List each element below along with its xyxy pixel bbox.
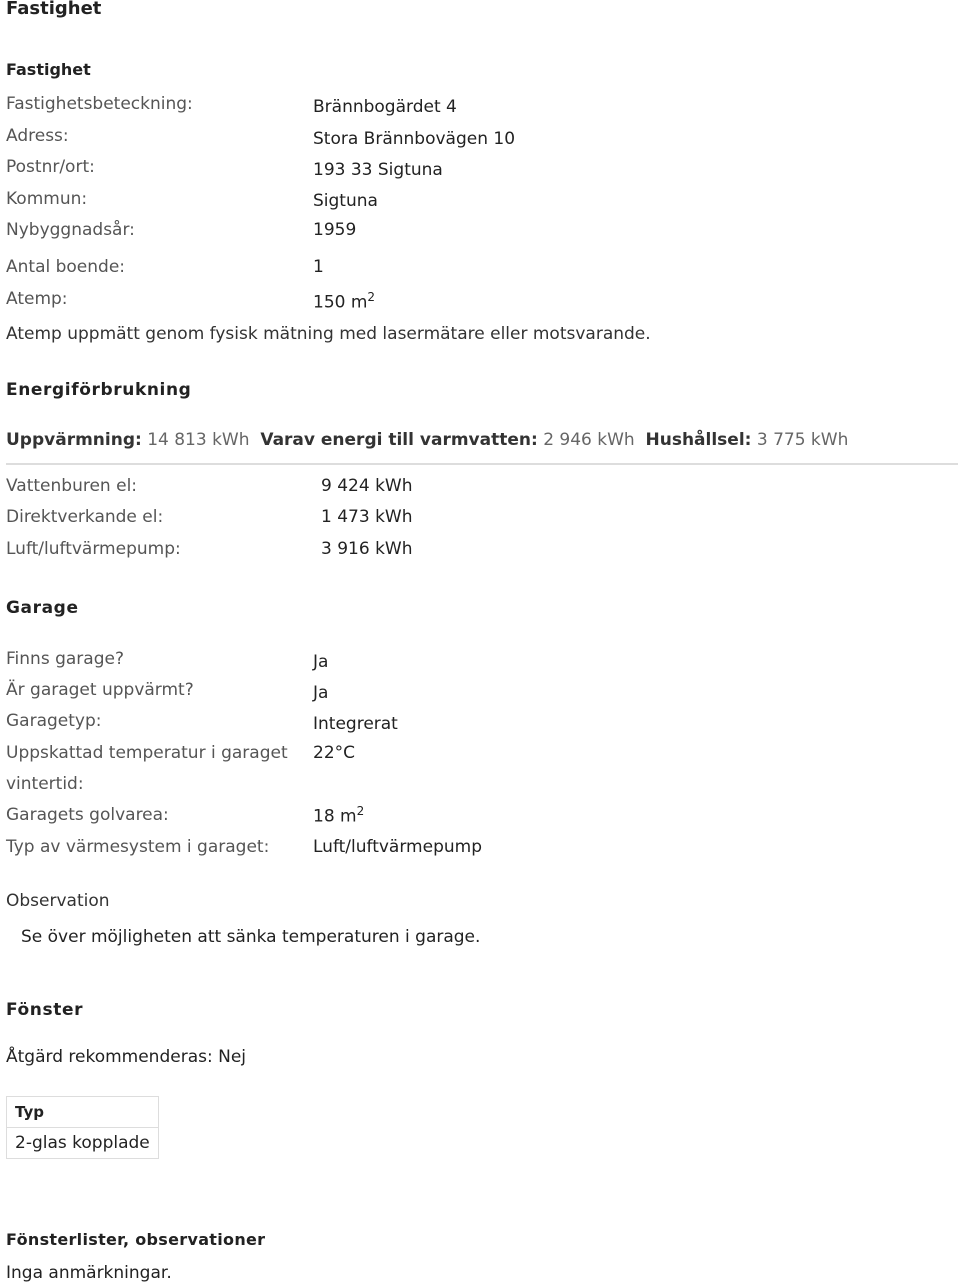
- table-cell-type: 2-glas kopplade: [7, 1128, 159, 1159]
- property-value-residents: 1: [313, 257, 324, 277]
- household-electricity-label: Hushållsel:: [645, 430, 752, 450]
- garage-value-exists: Ja: [313, 652, 329, 672]
- windows-heading: Fönster: [6, 1000, 84, 1020]
- household-electricity-value: 3 775 kWh: [756, 430, 849, 450]
- garage-label-exists: Finns garage?: [6, 649, 124, 669]
- energy-label-waterborne: Vattenburen el:: [6, 476, 138, 496]
- property-value-address: Stora Brännbovägen 10: [313, 129, 516, 149]
- garage-label-heating-system: Typ av värmesystem i garaget:: [6, 837, 270, 857]
- property-label-atemp: Atemp:: [6, 289, 68, 309]
- garage-label-temperature-cont: vintertid:: [6, 774, 84, 794]
- windows-table: [6, 1096, 159, 1159]
- property-label-designation: Fastighetsbeteckning:: [6, 94, 193, 114]
- energy-summary: [6, 430, 848, 450]
- atemp-exponent: 2: [367, 290, 376, 304]
- property-heading: Fastighet: [6, 60, 91, 79]
- garage-value-type: Integrerat: [313, 714, 398, 734]
- table-header-type: Typ: [7, 1097, 159, 1128]
- atemp-note: Atemp uppmätt genom fysisk mätning med lasermätare eller motsvarande.: [6, 324, 651, 344]
- property-label-municipality: Kommun:: [6, 189, 88, 209]
- window-strips-text: Inga anmärkningar.: [6, 1263, 172, 1283]
- energy-label-heatpump: Luft/luftvärmepump:: [6, 539, 181, 559]
- energy-value-heatpump: 3 916 kWh: [321, 539, 413, 559]
- energy-value-direct: 1 473 kWh: [321, 507, 413, 527]
- hot-water-label: Varav energi till varmvatten:: [260, 430, 538, 450]
- floor-area-number: 18 m: [313, 806, 357, 827]
- window-strips-heading: Fönsterlister, observationer: [6, 1230, 266, 1249]
- property-label-address: Adress:: [6, 126, 69, 146]
- energy-heading: Energiförbrukning: [6, 380, 192, 400]
- garage-value-temperature: 22°C: [313, 743, 356, 763]
- garage-label-heated: Är garaget uppvärmt?: [6, 680, 194, 700]
- table-row: [7, 1128, 159, 1159]
- table-header-row: [7, 1097, 159, 1128]
- heating-label: Uppvärmning:: [6, 430, 142, 450]
- property-value-municipality: Sigtuna: [313, 191, 378, 211]
- heating-value: 14 813 kWh: [147, 430, 250, 450]
- garage-label-type: Garagetyp:: [6, 711, 102, 731]
- page-title: Fastighet: [6, 0, 102, 19]
- energy-value-waterborne: 9 424 kWh: [321, 476, 413, 496]
- energy-label-direct: Direktverkande el:: [6, 507, 164, 527]
- floor-area-exponent: 2: [356, 804, 365, 818]
- garage-value-heated: Ja: [313, 683, 329, 703]
- property-label-residents: Antal boende:: [6, 257, 126, 277]
- property-value-postal: 193 33 Sigtuna: [313, 160, 443, 180]
- property-value-atemp: [313, 290, 375, 313]
- hot-water-value: 2 946 kWh: [543, 430, 635, 450]
- atemp-number: 150 m: [313, 292, 368, 313]
- garage-value-floor-area: [313, 804, 364, 827]
- energy-divider: [6, 463, 958, 465]
- garage-label-temperature: Uppskattad temperatur i garaget: [6, 743, 288, 763]
- property-value-build-year: 1959: [313, 220, 357, 240]
- observation-text: Se över möjligheten att sänka temperaturen i garage.: [21, 927, 481, 947]
- garage-value-heating-system: Luft/luftvärmepump: [313, 837, 482, 857]
- windows-action: Åtgärd rekommenderas: Nej: [6, 1047, 247, 1067]
- garage-label-floor-area: Garagets golvarea:: [6, 805, 169, 825]
- property-label-build-year: Nybyggnadsår:: [6, 220, 135, 240]
- property-label-postal: Postnr/ort:: [6, 157, 95, 177]
- observation-heading: Observation: [6, 891, 110, 911]
- property-value-designation: Brännbogärdet 4: [313, 97, 457, 117]
- garage-heading: Garage: [6, 598, 79, 618]
